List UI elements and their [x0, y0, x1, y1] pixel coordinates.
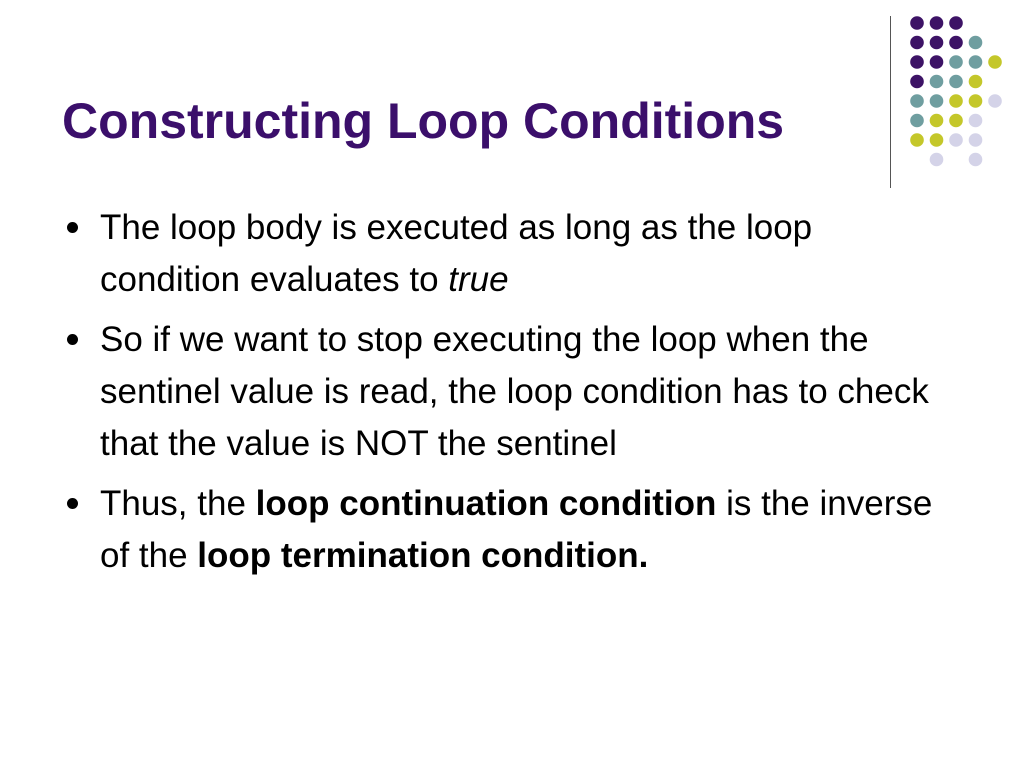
decorative-dot: [910, 16, 924, 30]
title-divider-line: [890, 16, 891, 188]
decorative-dot: [969, 75, 983, 89]
text-run: The loop body is executed as long as the loop condition evaluates to: [100, 208, 813, 299]
bullet-item: [64, 202, 954, 306]
bold-run: loop termination condition.: [197, 536, 649, 575]
bullet-item: [64, 314, 954, 470]
decorative-dot: [910, 36, 924, 50]
bullet-text: [100, 320, 929, 463]
decorative-dot: [969, 94, 983, 108]
decorative-dot: [910, 75, 924, 89]
bullet-point-icon: [67, 498, 78, 509]
decorative-dot: [930, 55, 944, 69]
decorative-dot: [969, 55, 983, 69]
bullet-point-icon: [67, 334, 78, 345]
decorative-dot: [988, 94, 1002, 108]
decorative-dot: [949, 36, 963, 50]
decorative-dot: [930, 114, 944, 128]
decorative-dot: [930, 16, 944, 30]
decorative-dot: [988, 55, 1002, 69]
decorative-dot: [949, 16, 963, 30]
decorative-dot: [910, 55, 924, 69]
decorative-dot: [949, 114, 963, 128]
decorative-dot: [949, 94, 963, 108]
bullet-item: [64, 478, 954, 582]
decorative-dot: [949, 133, 963, 147]
decorative-dot: [930, 75, 944, 89]
decorative-dot: [949, 55, 963, 69]
decorative-dot: [949, 75, 963, 89]
decorative-dot: [969, 133, 983, 147]
bullet-text: [100, 208, 812, 299]
decorative-dot: [969, 114, 983, 128]
bullet-point-icon: [67, 222, 78, 233]
decorative-dot: [930, 153, 944, 167]
text-run: So if we want to stop executing the loop when the sentinel value is read, the loop condition has to check that the value is NOT the sentinel: [100, 320, 929, 463]
decorative-dot: [930, 36, 944, 50]
decorative-dot: [930, 133, 944, 147]
decorative-dot: [910, 114, 924, 128]
text-run: Thus, the: [100, 484, 256, 523]
decorative-dot: [930, 94, 944, 108]
bullet-list: [64, 202, 954, 590]
decorative-dot: [910, 133, 924, 147]
slide-title: Constructing Loop Conditions: [62, 93, 785, 149]
decorative-dot: [910, 94, 924, 108]
text-run: is the inverse of the: [100, 484, 933, 575]
bullet-text: [100, 484, 932, 575]
decorative-dot: [969, 36, 983, 50]
bold-run: loop continuation condition: [255, 484, 717, 523]
decorative-dot: [969, 153, 983, 167]
italic-run: true: [448, 260, 509, 299]
